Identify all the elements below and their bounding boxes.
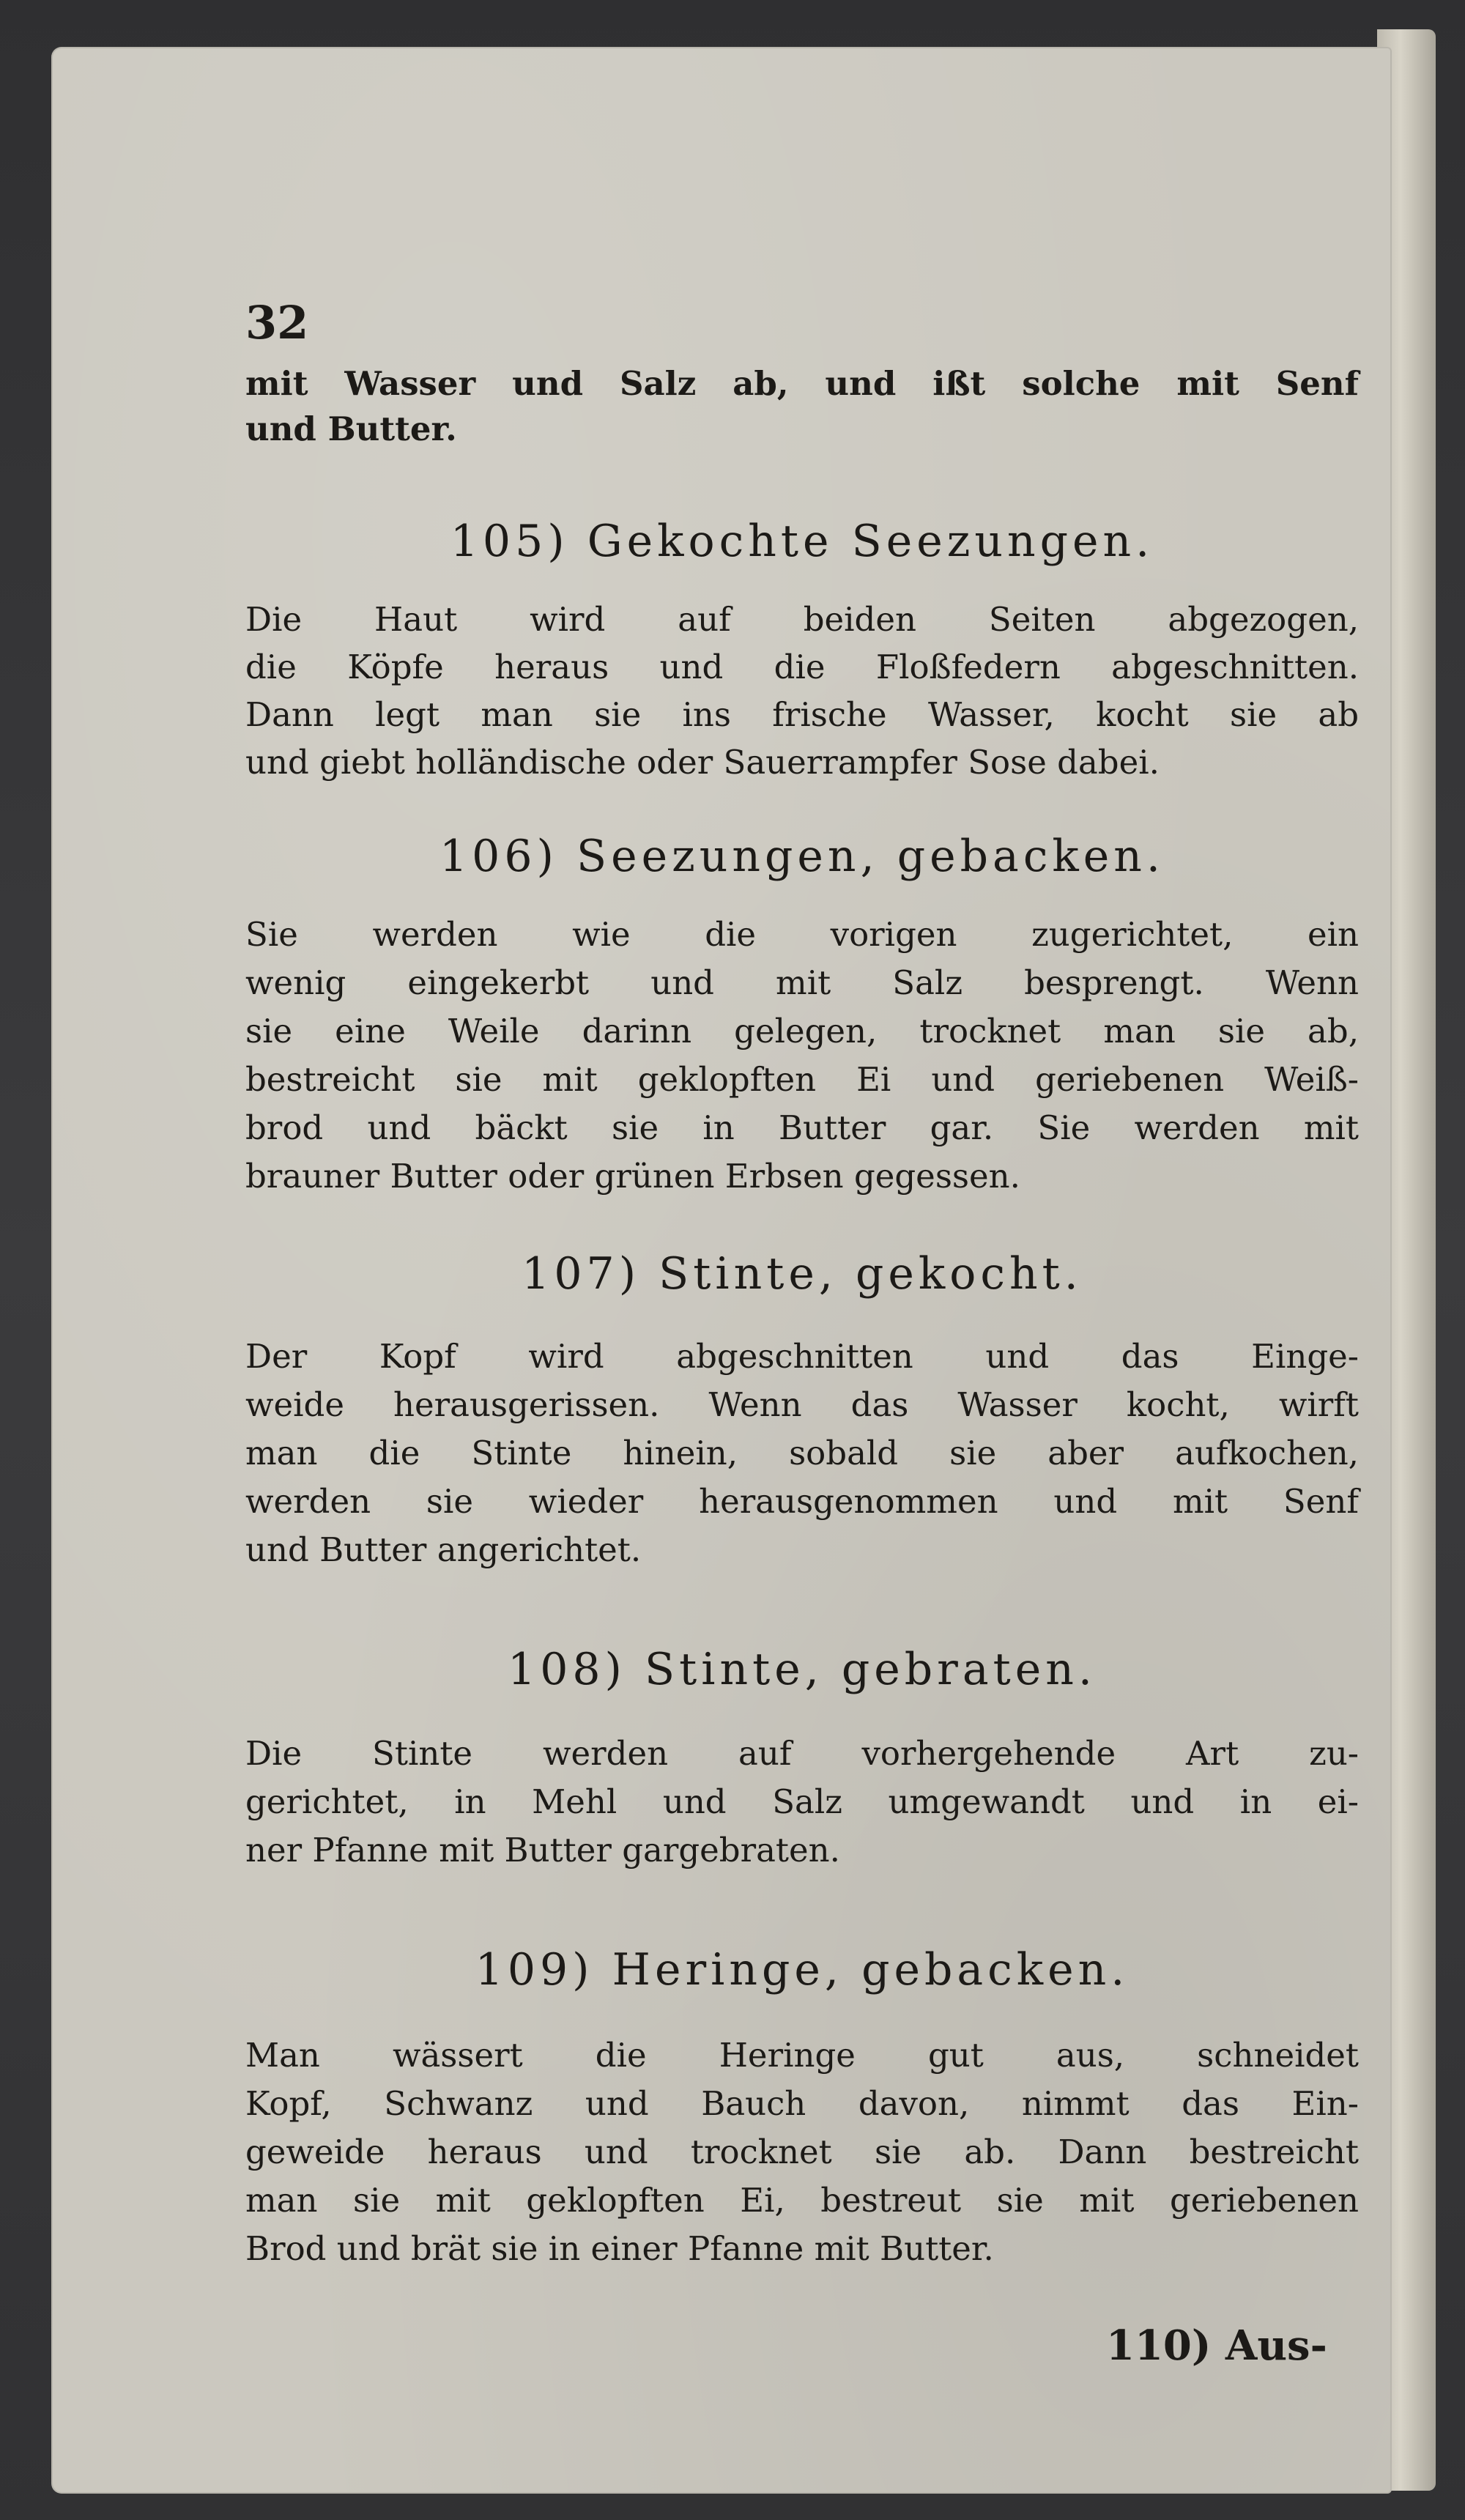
recipe-106-line-3: sie eine Weile darinn gelegen, trocknet man sie ab,	[245, 1012, 1359, 1050]
page-number: 32	[245, 296, 309, 349]
catchword: 110) Aus-	[1106, 2321, 1327, 2370]
recipe-heading-105: 105) Gekochte Seezungen.	[450, 516, 1154, 567]
book-page	[51, 47, 1392, 2494]
recipe-108-line-1: Die Stinte werden auf vorhergehende Art zu-	[245, 1734, 1359, 1773]
recipe-106-line-2: wenig eingekerbt und mit Salz besprengt. Wenn	[245, 963, 1359, 1002]
recipe-107-line-5: und Butter angerichtet.	[245, 1530, 642, 1569]
recipe-109-line-4: man sie mit geklopften Ei, bestreut sie mit geriebenen	[245, 2181, 1359, 2220]
recipe-105-line-4: und giebt holländische oder Sauerrampfer Sose dabei.	[245, 743, 1160, 782]
recipe-106-line-6: brauner Butter oder grünen Erbsen gegessen.	[245, 1157, 1020, 1196]
recipe-109-line-1: Man wässert die Heringe gut aus, schneidet	[245, 2036, 1359, 2075]
recipe-105-line-2: die Köpfe heraus und die Floßfedern abgeschnitten.	[245, 648, 1359, 686]
recipe-107-line-3: man die Stinte hinein, sobald sie aber aufkochen,	[245, 1434, 1359, 1472]
recipe-heading-108: 108) Stinte, gebraten.	[508, 1644, 1097, 1695]
recipe-heading-106: 106) Seezungen, gebacken.	[440, 831, 1165, 882]
recipe-107-line-2: weide herausgerissen. Wenn das Wasser kocht, wirft	[245, 1385, 1359, 1424]
recipe-106-line-4: bestreicht sie mit geklopften Ei und geriebenen Weiß-	[245, 1060, 1359, 1099]
recipe-107-line-1: Der Kopf wird abgeschnitten und das Einge-	[245, 1337, 1359, 1376]
recipe-109-line-2: Kopf, Schwanz und Bauch davon, nimmt das Ein-	[245, 2084, 1359, 2123]
recipe-107-line-4: werden sie wieder herausgenommen und mit Senf	[245, 1482, 1359, 1521]
recipe-106-line-5: brod und bäckt sie in Butter gar. Sie werden mit	[245, 1108, 1359, 1147]
recipe-heading-109: 109) Heringe, gebacken.	[475, 1944, 1130, 1995]
recipe-105-line-1: Die Haut wird auf beiden Seiten abgezogen,	[245, 600, 1359, 639]
recipe-106-line-1: Sie werden wie die vorigen zugerichtet, ein	[245, 915, 1359, 954]
recipe-109-line-3: geweide heraus und trocknet sie ab. Dann bestreicht	[245, 2132, 1359, 2171]
recipe-109-line-5: Brod und brät sie in einer Pfanne mit Butter.	[245, 2229, 994, 2268]
continuation-line-1: mit Wasser und Salz ab, und ißt solche mit Senf	[245, 364, 1359, 403]
recipe-108-line-2: gerichtet, in Mehl und Salz umgewandt und in ei-	[245, 1782, 1359, 1821]
recipe-105-line-3: Dann legt man sie ins frische Wasser, kocht sie ab	[245, 695, 1359, 734]
recipe-heading-107: 107) Stinte, gekocht.	[522, 1248, 1083, 1300]
continuation-line-2: und Butter.	[245, 410, 457, 448]
recipe-108-line-3: ner Pfanne mit Butter gargebraten.	[245, 1831, 840, 1869]
